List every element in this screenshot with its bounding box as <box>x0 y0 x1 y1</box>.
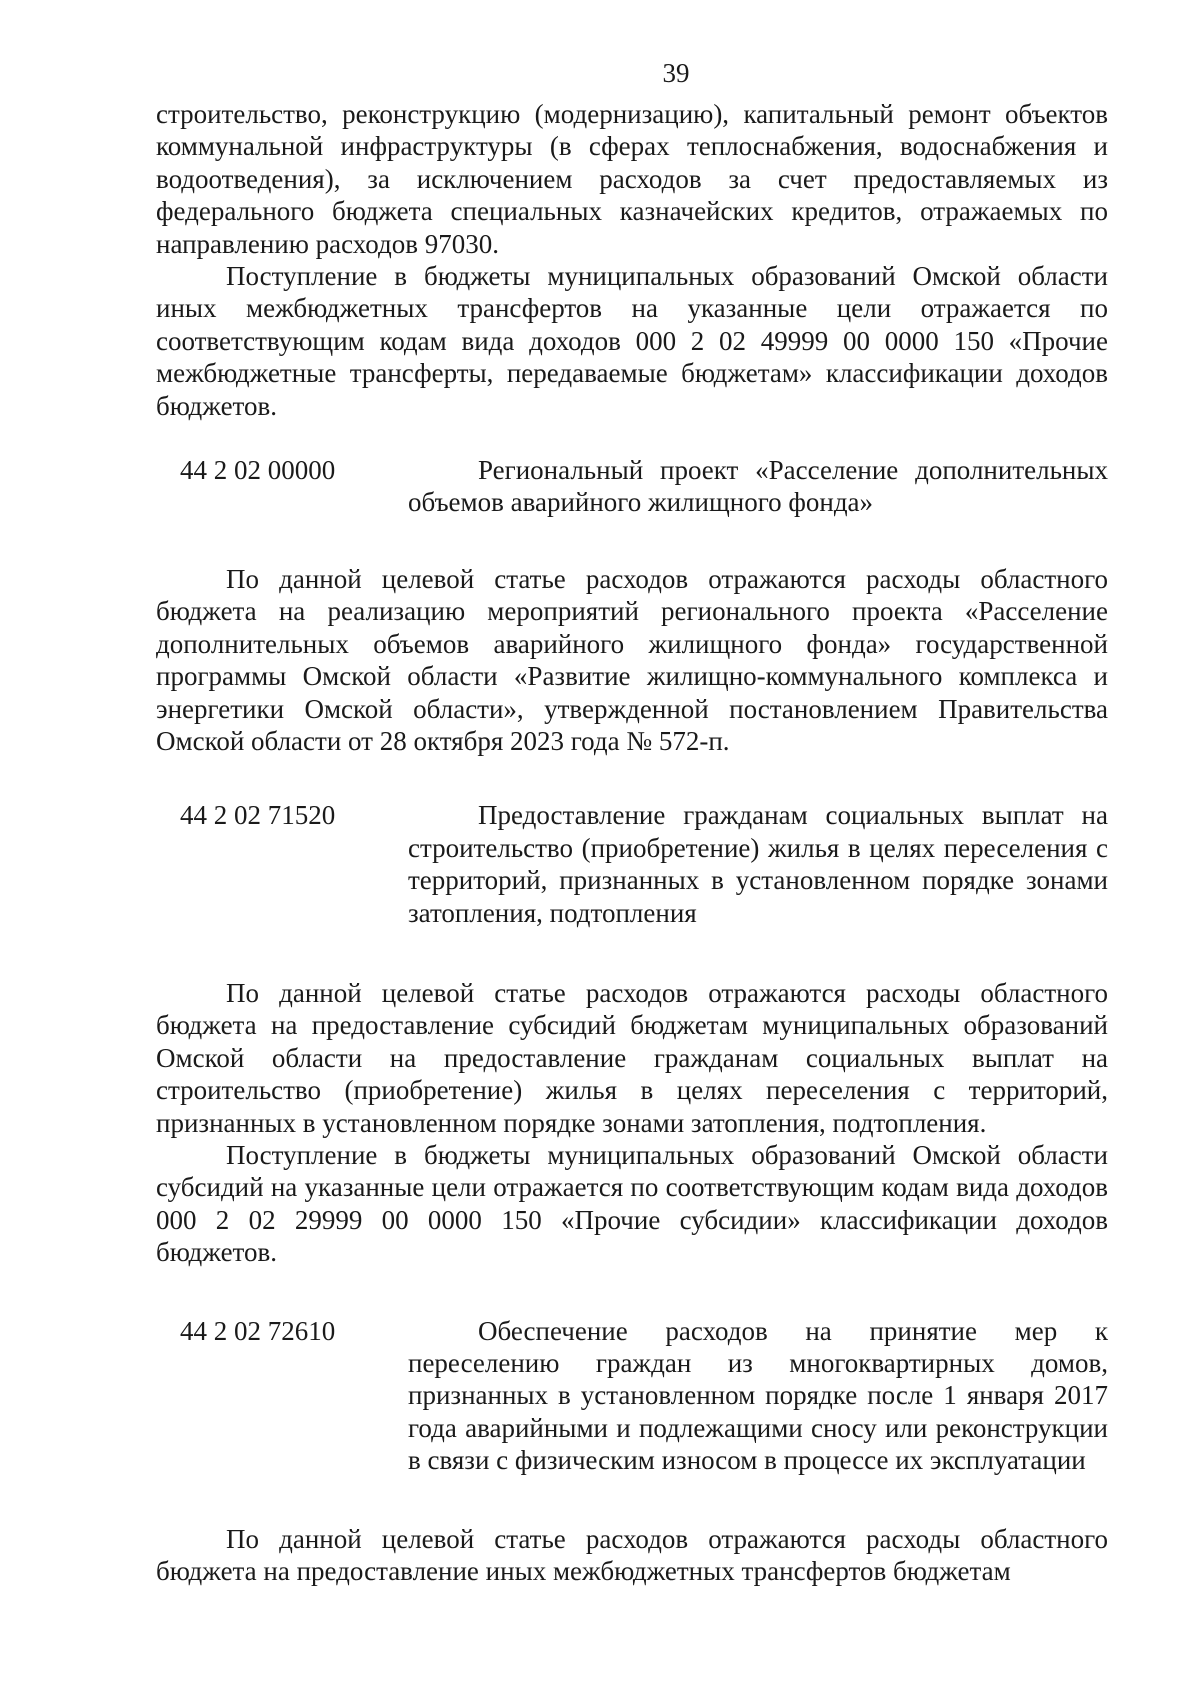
paragraph-revenue-subsidies: Поступление в бюджеты муниципальных образований Омской области субсидий на указанные цели отражается по соответствующим кодам вида доходов 000 2 02 29999 00 0000 150 «Прочие субсидии» классификации доходов бюджетов. <box>156 1139 1108 1268</box>
budget-entry-title: Обеспечение расходов на принятие мер к переселению граждан из многоквартирных домов, признанных в установленном порядке после 1 января 2017 года аварийными и подлежащими сносу или реконструкции в связи с физическим износом в процессе их эксплуатации <box>408 1315 1108 1476</box>
paragraph-subsidies: По данной целевой статье расходов отражаются расходы областного бюджета на предоставление субсидий бюджетам муниципальных образований Омской области на предоставление гражданам социальных выплат на строительство (приобретение) жилья в целях переселения с территорий, признанных в установленном порядке зонами затопления, подтопления. <box>156 977 1108 1138</box>
document-body <box>156 98 1108 1587</box>
paragraph-continuation: строительство, реконструкцию (модернизацию), капитальный ремонт объектов коммунальной инфраструктуры (в сферах теплоснабжения, водоснабжения и водоотведения), за исключением расходов за счет предоставляемых из федерального бюджета специальных казначейских кредитов, отражаемых по направлению расходов 97030. <box>156 99 1108 259</box>
paragraph-revenue-transfers: Поступление в бюджеты муниципальных образований Омской области иных межбюджетных трансфертов на указанные цели отражается по соответствующим кодам вида доходов 000 2 02 49999 00 0000 150 «Прочие межбюджетные трансферты, передаваемые бюджетам» классификации доходов бюджетов. <box>156 261 1108 421</box>
budget-entry <box>156 1315 1108 1477</box>
budget-code: 44 2 02 71520 <box>180 800 336 831</box>
paragraph-regional-project: По данной целевой статье расходов отражаются расходы областного бюджета на реализацию мероприятий регионального проекта «Расселение дополнительных объемов аварийного жилищного фонда» государственной программы Омской области «Развитие жилищно-коммунального комплекса и энергетики Омской области», утвержденной постановлением Правительства Омской области от 28 октября 2023 года № 572-п. <box>156 563 1108 756</box>
budget-entry-title: Региональный проект «Расселение дополнительных объемов аварийного жилищного фонда» <box>408 455 1108 518</box>
budget-code: 44 2 02 00000 <box>180 455 336 486</box>
budget-entry-title: Предоставление гражданам социальных выплат на строительство (приобретение) жилья в целях переселения с территорий, признанных в установленном порядке зонами затопления, подтопления <box>408 800 1108 928</box>
budget-entry <box>156 799 1108 929</box>
paragraph-transfers-continued: По данной целевой статье расходов отражаются расходы областного бюджета на предоставление иных межбюджетных трансфертов бюджетам <box>156 1523 1108 1587</box>
budget-entry <box>156 454 1108 519</box>
budget-code: 44 2 02 72610 <box>180 1315 336 1346</box>
page-number: 39 <box>662 58 690 88</box>
